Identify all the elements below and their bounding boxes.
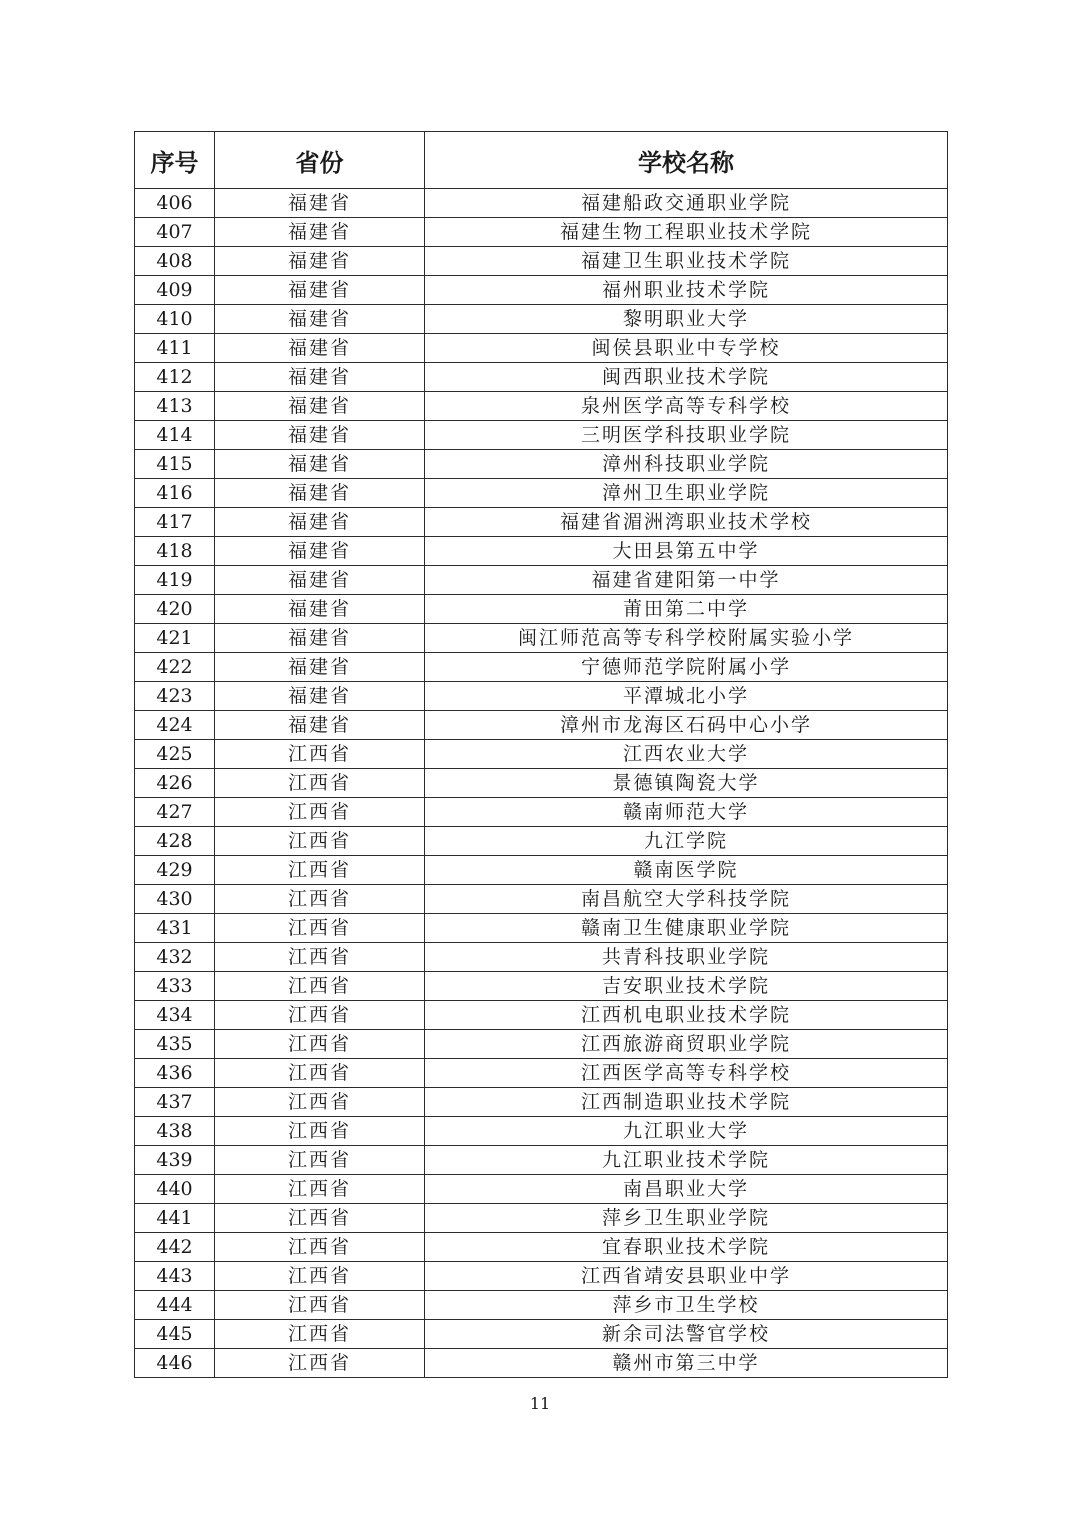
province-cell: 江西省 xyxy=(215,943,425,972)
serial-number-cell: 442 xyxy=(135,1233,215,1262)
province-cell: 江西省 xyxy=(215,1262,425,1291)
table-row xyxy=(135,450,948,479)
serial-number-cell: 427 xyxy=(135,798,215,827)
serial-number-cell: 435 xyxy=(135,1030,215,1059)
school-name-cell: 景德镇陶瓷大学 xyxy=(425,769,948,798)
table-row xyxy=(135,1175,948,1204)
table-row xyxy=(135,189,948,218)
province-cell: 江西省 xyxy=(215,885,425,914)
serial-number-cell: 411 xyxy=(135,334,215,363)
province-cell: 江西省 xyxy=(215,740,425,769)
province-cell: 江西省 xyxy=(215,1320,425,1349)
table-row xyxy=(135,798,948,827)
header-province: 省份 xyxy=(215,132,425,189)
school-name-cell: 江西制造职业技术学院 xyxy=(425,1088,948,1117)
province-cell: 江西省 xyxy=(215,1204,425,1233)
serial-number-cell: 417 xyxy=(135,508,215,537)
table-row xyxy=(135,1059,948,1088)
school-name-cell: 江西农业大学 xyxy=(425,740,948,769)
table-body xyxy=(135,189,948,1378)
serial-number-cell: 418 xyxy=(135,537,215,566)
table-row xyxy=(135,972,948,1001)
table-row xyxy=(135,537,948,566)
serial-number-cell: 446 xyxy=(135,1349,215,1378)
school-name-cell: 福建船政交通职业学院 xyxy=(425,189,948,218)
table-row xyxy=(135,1146,948,1175)
school-name-cell: 江西医学高等专科学校 xyxy=(425,1059,948,1088)
school-name-cell: 九江学院 xyxy=(425,827,948,856)
school-name-cell: 江西机电职业技术学院 xyxy=(425,1001,948,1030)
serial-number-cell: 409 xyxy=(135,276,215,305)
province-cell: 江西省 xyxy=(215,1001,425,1030)
header-serial-number: 序号 xyxy=(135,132,215,189)
province-cell: 福建省 xyxy=(215,566,425,595)
province-cell: 江西省 xyxy=(215,769,425,798)
school-name-cell: 萍乡卫生职业学院 xyxy=(425,1204,948,1233)
school-name-cell: 宜春职业技术学院 xyxy=(425,1233,948,1262)
school-name-cell: 赣南医学院 xyxy=(425,856,948,885)
table-row xyxy=(135,595,948,624)
table-row xyxy=(135,392,948,421)
serial-number-cell: 429 xyxy=(135,856,215,885)
serial-number-cell: 410 xyxy=(135,305,215,334)
school-name-cell: 大田县第五中学 xyxy=(425,537,948,566)
header-school-name: 学校名称 xyxy=(425,132,948,189)
table-row xyxy=(135,769,948,798)
table-row xyxy=(135,740,948,769)
school-name-cell: 漳州卫生职业学院 xyxy=(425,479,948,508)
table-row xyxy=(135,421,948,450)
serial-number-cell: 415 xyxy=(135,450,215,479)
serial-number-cell: 438 xyxy=(135,1117,215,1146)
table-row xyxy=(135,363,948,392)
serial-number-cell: 416 xyxy=(135,479,215,508)
province-cell: 江西省 xyxy=(215,1349,425,1378)
table-row xyxy=(135,653,948,682)
province-cell: 江西省 xyxy=(215,1088,425,1117)
school-name-cell: 吉安职业技术学院 xyxy=(425,972,948,1001)
table-row xyxy=(135,1233,948,1262)
province-cell: 福建省 xyxy=(215,711,425,740)
header-row xyxy=(135,132,948,189)
table-row xyxy=(135,508,948,537)
province-cell: 福建省 xyxy=(215,363,425,392)
serial-number-cell: 439 xyxy=(135,1146,215,1175)
province-cell: 江西省 xyxy=(215,1146,425,1175)
school-name-cell: 江西旅游商贸职业学院 xyxy=(425,1030,948,1059)
province-cell: 福建省 xyxy=(215,653,425,682)
province-cell: 福建省 xyxy=(215,682,425,711)
school-name-cell: 福建省建阳第一中学 xyxy=(425,566,948,595)
serial-number-cell: 432 xyxy=(135,943,215,972)
table-row xyxy=(135,1117,948,1146)
serial-number-cell: 424 xyxy=(135,711,215,740)
table-row xyxy=(135,305,948,334)
table-row xyxy=(135,711,948,740)
school-name-cell: 漳州市龙海区石码中心小学 xyxy=(425,711,948,740)
serial-number-cell: 422 xyxy=(135,653,215,682)
table-row xyxy=(135,827,948,856)
table-row xyxy=(135,682,948,711)
table-row xyxy=(135,943,948,972)
school-name-cell: 福建生物工程职业技术学院 xyxy=(425,218,948,247)
province-cell: 福建省 xyxy=(215,421,425,450)
serial-number-cell: 437 xyxy=(135,1088,215,1117)
table-row xyxy=(135,1320,948,1349)
school-name-cell: 九江职业大学 xyxy=(425,1117,948,1146)
province-cell: 福建省 xyxy=(215,450,425,479)
table-row xyxy=(135,566,948,595)
table-row xyxy=(135,856,948,885)
serial-number-cell: 430 xyxy=(135,885,215,914)
serial-number-cell: 443 xyxy=(135,1262,215,1291)
serial-number-cell: 433 xyxy=(135,972,215,1001)
table-row xyxy=(135,1001,948,1030)
table-row xyxy=(135,1291,948,1320)
table-row xyxy=(135,914,948,943)
school-list-table xyxy=(134,131,948,1378)
serial-number-cell: 428 xyxy=(135,827,215,856)
province-cell: 福建省 xyxy=(215,218,425,247)
school-name-cell: 福建省湄洲湾职业技术学校 xyxy=(425,508,948,537)
province-cell: 福建省 xyxy=(215,537,425,566)
school-name-cell: 赣州市第三中学 xyxy=(425,1349,948,1378)
serial-number-cell: 419 xyxy=(135,566,215,595)
province-cell: 福建省 xyxy=(215,624,425,653)
serial-number-cell: 440 xyxy=(135,1175,215,1204)
school-name-cell: 共青科技职业学院 xyxy=(425,943,948,972)
province-cell: 福建省 xyxy=(215,595,425,624)
school-name-cell: 九江职业技术学院 xyxy=(425,1146,948,1175)
province-cell: 江西省 xyxy=(215,914,425,943)
serial-number-cell: 425 xyxy=(135,740,215,769)
school-name-cell: 闽江师范高等专科学校附属实验小学 xyxy=(425,624,948,653)
province-cell: 江西省 xyxy=(215,1233,425,1262)
school-name-cell: 闽西职业技术学院 xyxy=(425,363,948,392)
province-cell: 福建省 xyxy=(215,276,425,305)
table-row xyxy=(135,1204,948,1233)
school-name-cell: 赣南卫生健康职业学院 xyxy=(425,914,948,943)
school-name-cell: 福州职业技术学院 xyxy=(425,276,948,305)
province-cell: 福建省 xyxy=(215,479,425,508)
province-cell: 江西省 xyxy=(215,856,425,885)
serial-number-cell: 434 xyxy=(135,1001,215,1030)
school-name-cell: 闽侯县职业中专学校 xyxy=(425,334,948,363)
province-cell: 江西省 xyxy=(215,1059,425,1088)
province-cell: 江西省 xyxy=(215,827,425,856)
serial-number-cell: 406 xyxy=(135,189,215,218)
table-row xyxy=(135,247,948,276)
province-cell: 江西省 xyxy=(215,972,425,1001)
serial-number-cell: 431 xyxy=(135,914,215,943)
school-name-cell: 三明医学科技职业学院 xyxy=(425,421,948,450)
school-name-cell: 平潭城北小学 xyxy=(425,682,948,711)
province-cell: 福建省 xyxy=(215,305,425,334)
province-cell: 福建省 xyxy=(215,334,425,363)
table-row xyxy=(135,218,948,247)
serial-number-cell: 445 xyxy=(135,1320,215,1349)
province-cell: 江西省 xyxy=(215,798,425,827)
table-row xyxy=(135,1262,948,1291)
serial-number-cell: 423 xyxy=(135,682,215,711)
serial-number-cell: 408 xyxy=(135,247,215,276)
serial-number-cell: 444 xyxy=(135,1291,215,1320)
school-name-cell: 新余司法警官学校 xyxy=(425,1320,948,1349)
school-name-cell: 莆田第二中学 xyxy=(425,595,948,624)
school-name-cell: 黎明职业大学 xyxy=(425,305,948,334)
school-name-cell: 福建卫生职业技术学院 xyxy=(425,247,948,276)
page-number: 11 xyxy=(529,1394,551,1413)
serial-number-cell: 414 xyxy=(135,421,215,450)
table-row xyxy=(135,1088,948,1117)
school-name-cell: 宁德师范学院附属小学 xyxy=(425,653,948,682)
serial-number-cell: 413 xyxy=(135,392,215,421)
table-row xyxy=(135,624,948,653)
province-cell: 江西省 xyxy=(215,1030,425,1059)
province-cell: 福建省 xyxy=(215,247,425,276)
table-row xyxy=(135,885,948,914)
school-name-cell: 南昌航空大学科技学院 xyxy=(425,885,948,914)
table-row xyxy=(135,276,948,305)
serial-number-cell: 426 xyxy=(135,769,215,798)
province-cell: 福建省 xyxy=(215,508,425,537)
province-cell: 福建省 xyxy=(215,189,425,218)
school-name-cell: 江西省靖安县职业中学 xyxy=(425,1262,948,1291)
school-name-cell: 漳州科技职业学院 xyxy=(425,450,948,479)
table-row xyxy=(135,334,948,363)
province-cell: 福建省 xyxy=(215,392,425,421)
province-cell: 江西省 xyxy=(215,1291,425,1320)
province-cell: 江西省 xyxy=(215,1175,425,1204)
province-cell: 江西省 xyxy=(215,1117,425,1146)
serial-number-cell: 412 xyxy=(135,363,215,392)
serial-number-cell: 420 xyxy=(135,595,215,624)
school-name-cell: 南昌职业大学 xyxy=(425,1175,948,1204)
table-header xyxy=(135,132,948,189)
serial-number-cell: 407 xyxy=(135,218,215,247)
serial-number-cell: 436 xyxy=(135,1059,215,1088)
school-name-cell: 泉州医学高等专科学校 xyxy=(425,392,948,421)
serial-number-cell: 421 xyxy=(135,624,215,653)
school-name-cell: 赣南师范大学 xyxy=(425,798,948,827)
serial-number-cell: 441 xyxy=(135,1204,215,1233)
table-row xyxy=(135,479,948,508)
table-row xyxy=(135,1349,948,1378)
school-name-cell: 萍乡市卫生学校 xyxy=(425,1291,948,1320)
table-row xyxy=(135,1030,948,1059)
